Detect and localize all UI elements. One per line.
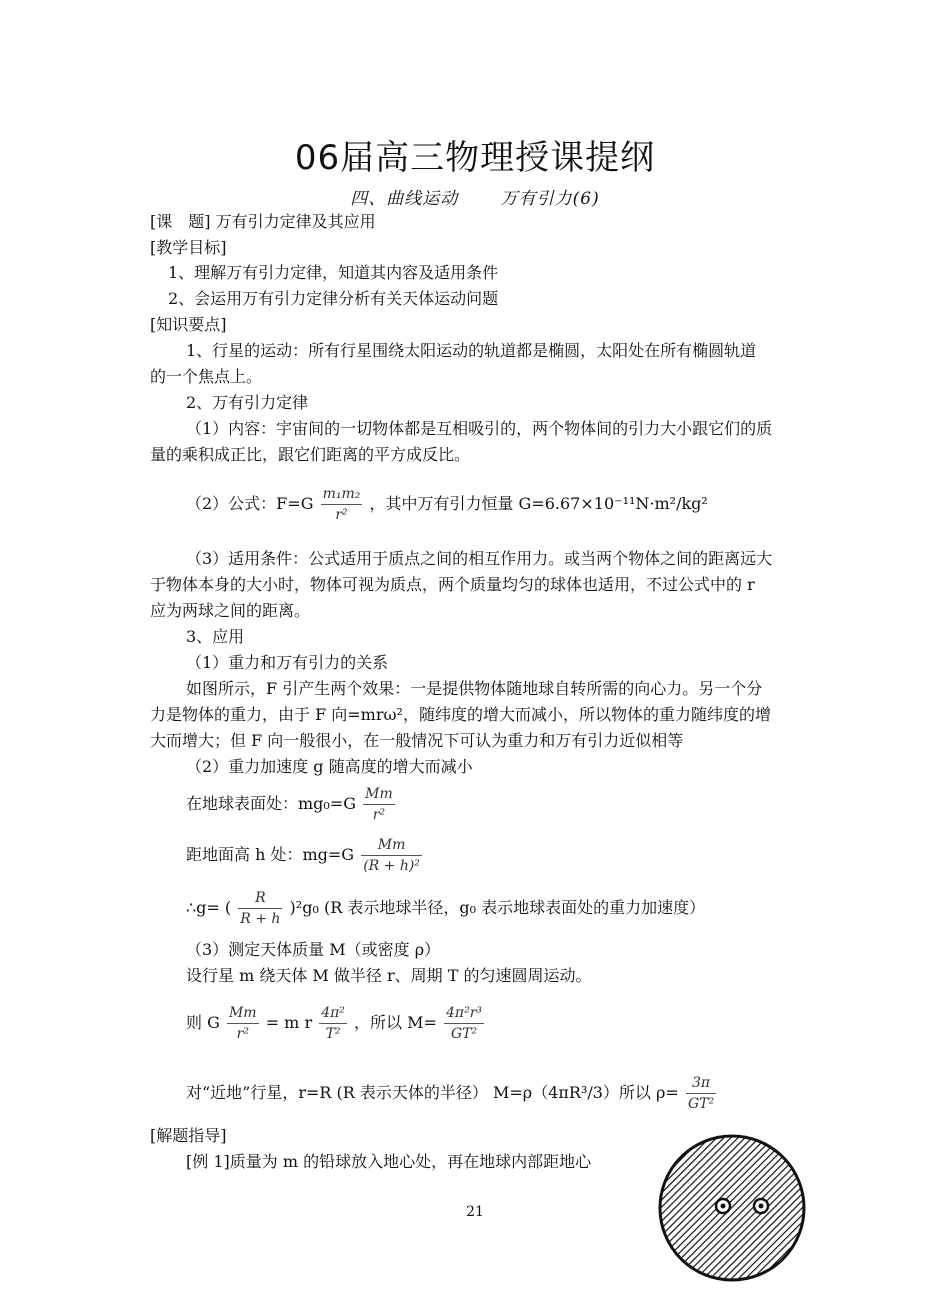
- near-earth-formula: [186, 1075, 718, 1112]
- mass-numerator-1: Mm: [228, 1005, 257, 1021]
- application-1-line-a: 如图所示，F 引产生两个效果：一是提供物体随地球自转所需的向心力。另一个分: [186, 679, 763, 698]
- mass-denominator-3: GT²: [450, 1026, 478, 1042]
- fraction-bar: [227, 1023, 259, 1024]
- page-title: 06届高三物理授课提纲: [294, 138, 656, 178]
- gravity-ratio-formula: [186, 890, 705, 927]
- therefore-numerator: R: [255, 890, 266, 906]
- density-denominator: GT²: [687, 1096, 715, 1112]
- mass-so: ，所以 M=: [354, 1013, 437, 1032]
- therefore-denominator: R + h: [240, 911, 281, 927]
- subtitle-section: 万有引力(6): [500, 189, 600, 209]
- point-1-line-a: 1、行星的运动：所有行星围绕太阳运动的轨道都是椭圆，太阳处在所有椭圆轨道: [186, 341, 757, 360]
- mass-middle: = m r: [265, 1013, 313, 1032]
- fraction-bar: [321, 504, 363, 505]
- surface-numerator: Mm: [365, 786, 393, 802]
- mass-numerator-2: 4π²: [321, 1005, 345, 1021]
- surface-gravity-formula: [186, 786, 397, 823]
- height-fraction: [361, 837, 422, 874]
- density-numerator: 3π: [691, 1075, 711, 1091]
- page-number: 21: [466, 1204, 484, 1220]
- mass-denominator-2: T²: [325, 1026, 341, 1042]
- goals-header: [教学目标]: [150, 238, 227, 257]
- goal-2: 2、会运用万有引力定律分析有关天体运动问题: [168, 289, 499, 308]
- mass-fraction-1: [227, 1005, 259, 1042]
- goal-1: 1、理解万有引力定律，知道其内容及适用条件: [168, 263, 499, 282]
- content-line-b: 量的乘积成正比，跟它们距离的平方成反比。: [150, 445, 471, 464]
- density-fraction: [686, 1075, 716, 1112]
- content-line-a: （1）内容：宇宙间的一切物体都是互相吸引的，两个物体间的引力大小跟它们的质: [186, 419, 773, 438]
- application-1-line-b: 力是物体的重力，由于 F 向=mrω²，随纬度的增大而减小，所以物体的重力随纬度的增: [150, 705, 771, 724]
- application-1-line-c: 大而增大；但 F 向一般很小，在一般情况下可认为重力和万有引力近似相等: [150, 731, 684, 750]
- fraction-bar: [444, 1023, 484, 1024]
- formula-prefix: （2）公式：F=G: [186, 494, 314, 513]
- height-denominator: (R + h)²: [363, 858, 420, 874]
- height-prefix: 距地面高 h 处：mg=G: [186, 845, 355, 864]
- earth-cross-section-figure: [657, 1133, 807, 1283]
- earth-circle: [660, 1136, 804, 1280]
- mass-fraction-3: [444, 1005, 484, 1042]
- condition-line-c: 应为两球之间的距离。: [150, 601, 311, 620]
- topic-line: [课 题] 万有引力定律及其应用: [150, 212, 376, 231]
- point-1-line-b: 的一个焦点上。: [150, 367, 263, 386]
- page-subtitle: [0, 184, 950, 209]
- guide-header: [解题指导]: [150, 1126, 227, 1145]
- near-prefix: 对“近地”行星，r=R (R 表示天体的半径） M=ρ（4πR³/3）所以 ρ=: [186, 1083, 679, 1102]
- application-3-heading: （3）测定天体质量 M（或密度 ρ）: [186, 940, 441, 959]
- application-3-line: 设行星 m 绕天体 M 做半径 r、周期 T 的匀速圆周运动。: [186, 966, 592, 985]
- fraction-bar: [361, 855, 422, 856]
- condition-line-a: （3）适用条件：公式适用于质点之间的相互作用力。或当两个物体之间的距离远大: [186, 549, 773, 568]
- surface-prefix: 在地球表面处：mg₀=G: [186, 794, 357, 813]
- application-2-heading: （2）重力加速度 g 随高度的增大而减小: [186, 757, 473, 776]
- point-2-heading: 2、万有引力定律: [186, 393, 309, 412]
- offset-ball: [759, 1204, 764, 1209]
- fraction-bar: [238, 908, 282, 909]
- formula-suffix: ，其中万有引力恒量 G=6.67×10⁻¹¹N·m²/kg²: [369, 494, 708, 513]
- application-1-heading: （1）重力和万有引力的关系: [186, 653, 389, 672]
- application-heading: 3、应用: [186, 627, 245, 646]
- mass-denominator-1: r²: [236, 1026, 249, 1042]
- formula-denominator: r²: [335, 507, 348, 523]
- points-header: [知识要点]: [150, 315, 227, 334]
- mass-numerator-3: 4π²r³: [446, 1005, 483, 1021]
- fraction-bar: [686, 1093, 716, 1094]
- lead-ball: [721, 1204, 726, 1209]
- height-numerator: Mm: [377, 837, 406, 853]
- height-gravity-formula: [186, 837, 424, 874]
- example-1-text: [例 1]质量为 m 的铅球放入地心处，再在地球内部距地心: [186, 1152, 592, 1171]
- formula-numerator: m₁m₂: [322, 486, 361, 502]
- fraction-bar: [319, 1023, 347, 1024]
- therefore-fraction: [238, 890, 282, 927]
- therefore-suffix: )²g₀ (R 表示地球半径，g₀ 表示地球表面处的重力加速度）: [289, 898, 706, 917]
- surface-fraction: [363, 786, 395, 823]
- therefore-prefix: ∴g= (: [186, 898, 232, 917]
- condition-line-b: 于物体本身的大小时，物体可视为质点，两个质量均匀的球体也适用，不过公式中的 r: [150, 575, 755, 594]
- surface-denominator: r²: [372, 807, 386, 823]
- mass-fraction-2: [319, 1005, 347, 1042]
- subtitle-chapter: 四、曲线运动: [350, 189, 459, 209]
- mass-prefix: 则 G: [186, 1013, 220, 1032]
- mass-formula: [186, 1005, 486, 1042]
- gravitation-formula: [186, 486, 708, 523]
- fraction-bar: [363, 804, 395, 805]
- formula-fraction: [321, 486, 363, 523]
